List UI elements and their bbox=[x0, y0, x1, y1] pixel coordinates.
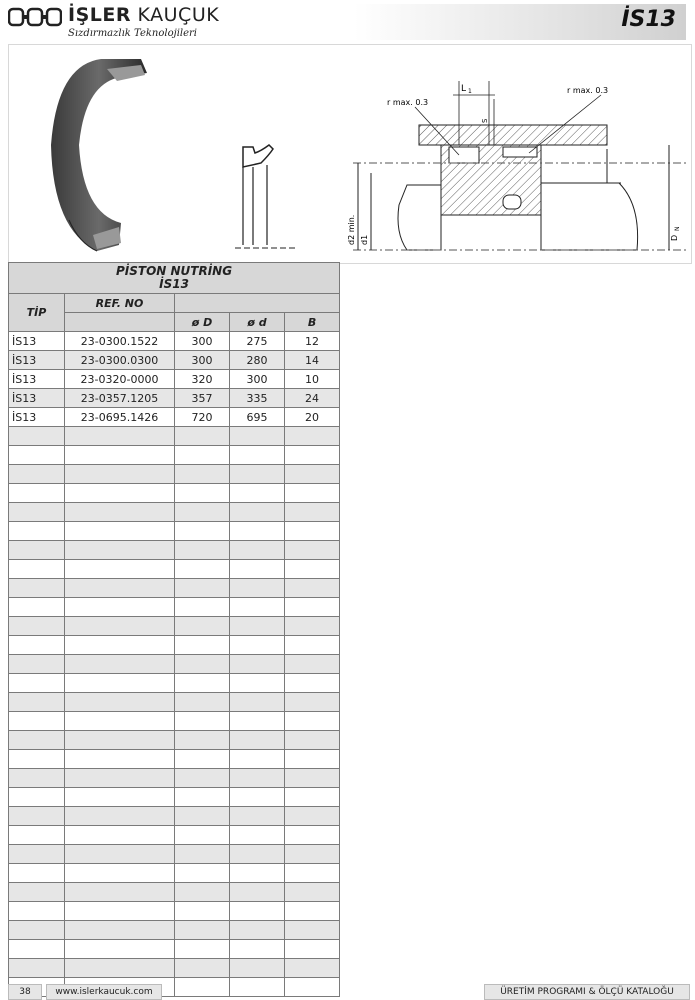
cell-outer-d bbox=[175, 579, 230, 598]
website-link[interactable]: www.islerkaucuk.com bbox=[46, 984, 162, 1000]
table-row bbox=[9, 883, 340, 902]
cell-b bbox=[285, 560, 340, 579]
table-row bbox=[9, 579, 340, 598]
table-row bbox=[9, 332, 340, 351]
cell-ref bbox=[65, 598, 175, 617]
dim-dn: D bbox=[670, 234, 679, 241]
cell-tip bbox=[9, 484, 65, 503]
cell-outer-d bbox=[175, 864, 230, 883]
dim-s: S bbox=[481, 118, 489, 123]
cell-b bbox=[285, 769, 340, 788]
cell-inner-d bbox=[230, 465, 285, 484]
product-code-box bbox=[354, 4, 686, 40]
cell-ref bbox=[65, 522, 175, 541]
table-row bbox=[9, 655, 340, 674]
cell-ref bbox=[65, 921, 175, 940]
cell-ref bbox=[65, 560, 175, 579]
cell-outer-d: 300 bbox=[175, 351, 230, 370]
cell-ref bbox=[65, 579, 175, 598]
cell-tip bbox=[9, 427, 65, 446]
cell-inner-d bbox=[230, 921, 285, 940]
cell-tip bbox=[9, 446, 65, 465]
cell-tip bbox=[9, 921, 65, 940]
company-logo bbox=[8, 4, 348, 40]
cell-inner-d: 300 bbox=[230, 370, 285, 389]
seal-drawing-svg bbox=[9, 45, 691, 263]
table-row bbox=[9, 446, 340, 465]
cell-ref bbox=[65, 769, 175, 788]
cell-inner-d bbox=[230, 446, 285, 465]
cell-outer-d bbox=[175, 427, 230, 446]
cell-ref: 23-0300.1522 bbox=[65, 332, 175, 351]
cell-outer-d bbox=[175, 788, 230, 807]
table-row bbox=[9, 693, 340, 712]
cell-outer-d bbox=[175, 655, 230, 674]
table-row bbox=[9, 598, 340, 617]
table-row bbox=[9, 617, 340, 636]
table-row bbox=[9, 503, 340, 522]
cell-tip bbox=[9, 902, 65, 921]
cell-tip bbox=[9, 826, 65, 845]
table-title-line2: İS13 bbox=[159, 277, 189, 291]
cell-tip bbox=[9, 617, 65, 636]
cell-b bbox=[285, 826, 340, 845]
cell-outer-d bbox=[175, 731, 230, 750]
table-row bbox=[9, 769, 340, 788]
cell-b bbox=[285, 503, 340, 522]
cell-ref bbox=[65, 940, 175, 959]
cell-tip bbox=[9, 693, 65, 712]
cell-ref bbox=[65, 902, 175, 921]
cell-outer-d bbox=[175, 769, 230, 788]
cell-tip bbox=[9, 522, 65, 541]
cell-ref bbox=[65, 788, 175, 807]
cell-outer-d bbox=[175, 750, 230, 769]
cell-b bbox=[285, 598, 340, 617]
cell-ref: 23-0695.1426 bbox=[65, 408, 175, 427]
cell-tip bbox=[9, 788, 65, 807]
cell-tip bbox=[9, 579, 65, 598]
cell-tip bbox=[9, 769, 65, 788]
cell-inner-d bbox=[230, 427, 285, 446]
table-row bbox=[9, 465, 340, 484]
cell-tip bbox=[9, 503, 65, 522]
cell-tip bbox=[9, 712, 65, 731]
cell-tip bbox=[9, 807, 65, 826]
cell-outer-d bbox=[175, 484, 230, 503]
brand-light: KAUÇUK bbox=[137, 4, 220, 26]
page-number: 38 bbox=[8, 984, 42, 1000]
brand-name bbox=[68, 4, 219, 26]
col-header-ref-blank bbox=[65, 313, 175, 332]
cell-b bbox=[285, 864, 340, 883]
cell-ref bbox=[65, 693, 175, 712]
seal-profile bbox=[235, 145, 297, 248]
cell-ref bbox=[65, 750, 175, 769]
cell-b bbox=[285, 807, 340, 826]
cell-b: 10 bbox=[285, 370, 340, 389]
cell-b bbox=[285, 750, 340, 769]
table-row bbox=[9, 484, 340, 503]
cell-b bbox=[285, 617, 340, 636]
page-footer bbox=[0, 982, 695, 1000]
cell-outer-d bbox=[175, 883, 230, 902]
cell-inner-d bbox=[230, 617, 285, 636]
table-row bbox=[9, 902, 340, 921]
cell-outer-d bbox=[175, 446, 230, 465]
cell-inner-d: 280 bbox=[230, 351, 285, 370]
cell-inner-d bbox=[230, 522, 285, 541]
seal-3d-render bbox=[51, 59, 147, 251]
cell-inner-d bbox=[230, 712, 285, 731]
cell-b bbox=[285, 446, 340, 465]
dim-d2min: d2 min. bbox=[347, 214, 356, 245]
cell-ref bbox=[65, 674, 175, 693]
cell-b bbox=[285, 845, 340, 864]
cell-inner-d bbox=[230, 769, 285, 788]
cell-ref bbox=[65, 864, 175, 883]
cell-inner-d: 275 bbox=[230, 332, 285, 351]
cell-outer-d bbox=[175, 503, 230, 522]
cell-ref bbox=[65, 484, 175, 503]
cell-inner-d bbox=[230, 636, 285, 655]
table-row bbox=[9, 560, 340, 579]
table-row bbox=[9, 522, 340, 541]
dim-l1-sub: 1 bbox=[468, 88, 472, 95]
table-row bbox=[9, 351, 340, 370]
cell-tip bbox=[9, 940, 65, 959]
cell-inner-d bbox=[230, 940, 285, 959]
cell-tip bbox=[9, 750, 65, 769]
cell-ref bbox=[65, 731, 175, 750]
cell-inner-d bbox=[230, 959, 285, 978]
cell-b bbox=[285, 940, 340, 959]
cell-b bbox=[285, 522, 340, 541]
cell-outer-d bbox=[175, 674, 230, 693]
seal-logo-icon bbox=[8, 6, 62, 28]
cell-inner-d bbox=[230, 750, 285, 769]
cell-ref bbox=[65, 446, 175, 465]
cell-b bbox=[285, 921, 340, 940]
cell-ref bbox=[65, 712, 175, 731]
cell-outer-d: 300 bbox=[175, 332, 230, 351]
cell-inner-d bbox=[230, 503, 285, 522]
cell-ref bbox=[65, 807, 175, 826]
cell-inner-d bbox=[230, 902, 285, 921]
cell-tip bbox=[9, 636, 65, 655]
cell-tip bbox=[9, 883, 65, 902]
col-header-tip: TİP bbox=[9, 294, 65, 332]
table-row bbox=[9, 750, 340, 769]
dim-rmax-right: r max. 0.3 bbox=[567, 86, 609, 95]
table-row bbox=[9, 636, 340, 655]
cell-tip: İS13 bbox=[9, 351, 65, 370]
cell-b bbox=[285, 712, 340, 731]
col-header-outer-d: ø D bbox=[175, 313, 230, 332]
catalog-title: ÜRETİM PROGRAMI & ÖLÇÜ KATALOĞU bbox=[484, 984, 690, 1000]
table-row bbox=[9, 845, 340, 864]
cell-ref bbox=[65, 427, 175, 446]
table-row bbox=[9, 788, 340, 807]
cell-b bbox=[285, 693, 340, 712]
cell-inner-d bbox=[230, 598, 285, 617]
cell-b bbox=[285, 427, 340, 446]
cell-b bbox=[285, 902, 340, 921]
col-header-blank bbox=[175, 294, 340, 313]
table-row bbox=[9, 541, 340, 560]
table-title-line1: PİSTON NUTRİNG bbox=[115, 264, 233, 278]
cell-ref bbox=[65, 883, 175, 902]
cell-inner-d bbox=[230, 579, 285, 598]
col-header-inner-d: ø d bbox=[230, 313, 285, 332]
cell-b bbox=[285, 959, 340, 978]
table-row bbox=[9, 921, 340, 940]
cell-tip bbox=[9, 959, 65, 978]
table-row bbox=[9, 389, 340, 408]
cell-outer-d bbox=[175, 541, 230, 560]
cell-inner-d bbox=[230, 788, 285, 807]
cell-inner-d bbox=[230, 560, 285, 579]
cell-outer-d bbox=[175, 845, 230, 864]
cell-b: 14 bbox=[285, 351, 340, 370]
table-row bbox=[9, 807, 340, 826]
cell-inner-d bbox=[230, 484, 285, 503]
cell-outer-d bbox=[175, 465, 230, 484]
cell-inner-d bbox=[230, 541, 285, 560]
cell-outer-d bbox=[175, 560, 230, 579]
cell-ref bbox=[65, 655, 175, 674]
table-title bbox=[9, 263, 340, 294]
table-row bbox=[9, 408, 340, 427]
cell-inner-d bbox=[230, 693, 285, 712]
cell-ref: 23-0357.1205 bbox=[65, 389, 175, 408]
cell-b bbox=[285, 579, 340, 598]
page-header bbox=[0, 0, 695, 44]
cell-b bbox=[285, 883, 340, 902]
cell-ref bbox=[65, 541, 175, 560]
cell-b bbox=[285, 636, 340, 655]
cell-ref bbox=[65, 503, 175, 522]
cell-outer-d bbox=[175, 940, 230, 959]
brand-tagline: Sızdırmazlık Teknolojileri bbox=[68, 28, 197, 39]
dimension-table-grid bbox=[8, 262, 340, 997]
cell-tip bbox=[9, 465, 65, 484]
cell-b bbox=[285, 788, 340, 807]
cell-tip bbox=[9, 731, 65, 750]
cell-b: 24 bbox=[285, 389, 340, 408]
cell-ref bbox=[65, 826, 175, 845]
cell-b bbox=[285, 674, 340, 693]
cell-inner-d: 695 bbox=[230, 408, 285, 427]
cell-ref: 23-0320-0000 bbox=[65, 370, 175, 389]
cell-ref: 23-0300.0300 bbox=[65, 351, 175, 370]
cell-ref bbox=[65, 636, 175, 655]
cell-outer-d bbox=[175, 921, 230, 940]
cell-inner-d bbox=[230, 864, 285, 883]
technical-drawing bbox=[8, 44, 692, 264]
cell-b: 20 bbox=[285, 408, 340, 427]
cell-inner-d bbox=[230, 826, 285, 845]
cell-outer-d bbox=[175, 807, 230, 826]
cell-ref bbox=[65, 845, 175, 864]
cell-tip bbox=[9, 541, 65, 560]
dim-l1: L bbox=[461, 84, 467, 94]
cell-outer-d: 357 bbox=[175, 389, 230, 408]
cell-b: 12 bbox=[285, 332, 340, 351]
cell-inner-d bbox=[230, 674, 285, 693]
cell-outer-d bbox=[175, 902, 230, 921]
cell-b bbox=[285, 541, 340, 560]
table-row bbox=[9, 864, 340, 883]
cell-outer-d bbox=[175, 826, 230, 845]
cell-tip bbox=[9, 674, 65, 693]
cell-outer-d bbox=[175, 693, 230, 712]
table-row bbox=[9, 826, 340, 845]
table-row bbox=[9, 940, 340, 959]
cell-b bbox=[285, 465, 340, 484]
cell-tip: İS13 bbox=[9, 370, 65, 389]
dimension-table bbox=[8, 262, 339, 997]
cell-outer-d bbox=[175, 598, 230, 617]
cell-inner-d bbox=[230, 807, 285, 826]
cell-tip: İS13 bbox=[9, 408, 65, 427]
cell-inner-d bbox=[230, 655, 285, 674]
cell-outer-d bbox=[175, 522, 230, 541]
cell-b bbox=[285, 484, 340, 503]
table-row bbox=[9, 370, 340, 389]
table-row bbox=[9, 427, 340, 446]
cell-b bbox=[285, 731, 340, 750]
cell-tip bbox=[9, 845, 65, 864]
table-row bbox=[9, 731, 340, 750]
dim-dn-sub: N bbox=[674, 226, 681, 231]
product-code: İS13 bbox=[621, 7, 676, 32]
col-header-b: B bbox=[285, 313, 340, 332]
cell-outer-d: 320 bbox=[175, 370, 230, 389]
cell-tip bbox=[9, 598, 65, 617]
table-row bbox=[9, 959, 340, 978]
table-row bbox=[9, 712, 340, 731]
cell-outer-d bbox=[175, 712, 230, 731]
cell-tip: İS13 bbox=[9, 389, 65, 408]
cell-b bbox=[285, 655, 340, 674]
cell-tip bbox=[9, 560, 65, 579]
col-header-ref: REF. NO bbox=[65, 294, 175, 313]
cell-outer-d: 720 bbox=[175, 408, 230, 427]
cell-outer-d bbox=[175, 636, 230, 655]
cell-outer-d bbox=[175, 959, 230, 978]
cell-outer-d bbox=[175, 617, 230, 636]
cell-inner-d bbox=[230, 845, 285, 864]
cell-inner-d bbox=[230, 731, 285, 750]
dim-d1: d1 bbox=[360, 234, 369, 245]
cell-inner-d: 335 bbox=[230, 389, 285, 408]
cell-ref bbox=[65, 617, 175, 636]
cell-tip bbox=[9, 864, 65, 883]
table-row bbox=[9, 674, 340, 693]
cell-ref bbox=[65, 959, 175, 978]
brand-bold: İŞLER bbox=[68, 4, 131, 26]
dim-rmax-left: r max. 0.3 bbox=[387, 98, 429, 107]
cell-tip: İS13 bbox=[9, 332, 65, 351]
cell-ref bbox=[65, 465, 175, 484]
cell-tip bbox=[9, 655, 65, 674]
cell-inner-d bbox=[230, 883, 285, 902]
